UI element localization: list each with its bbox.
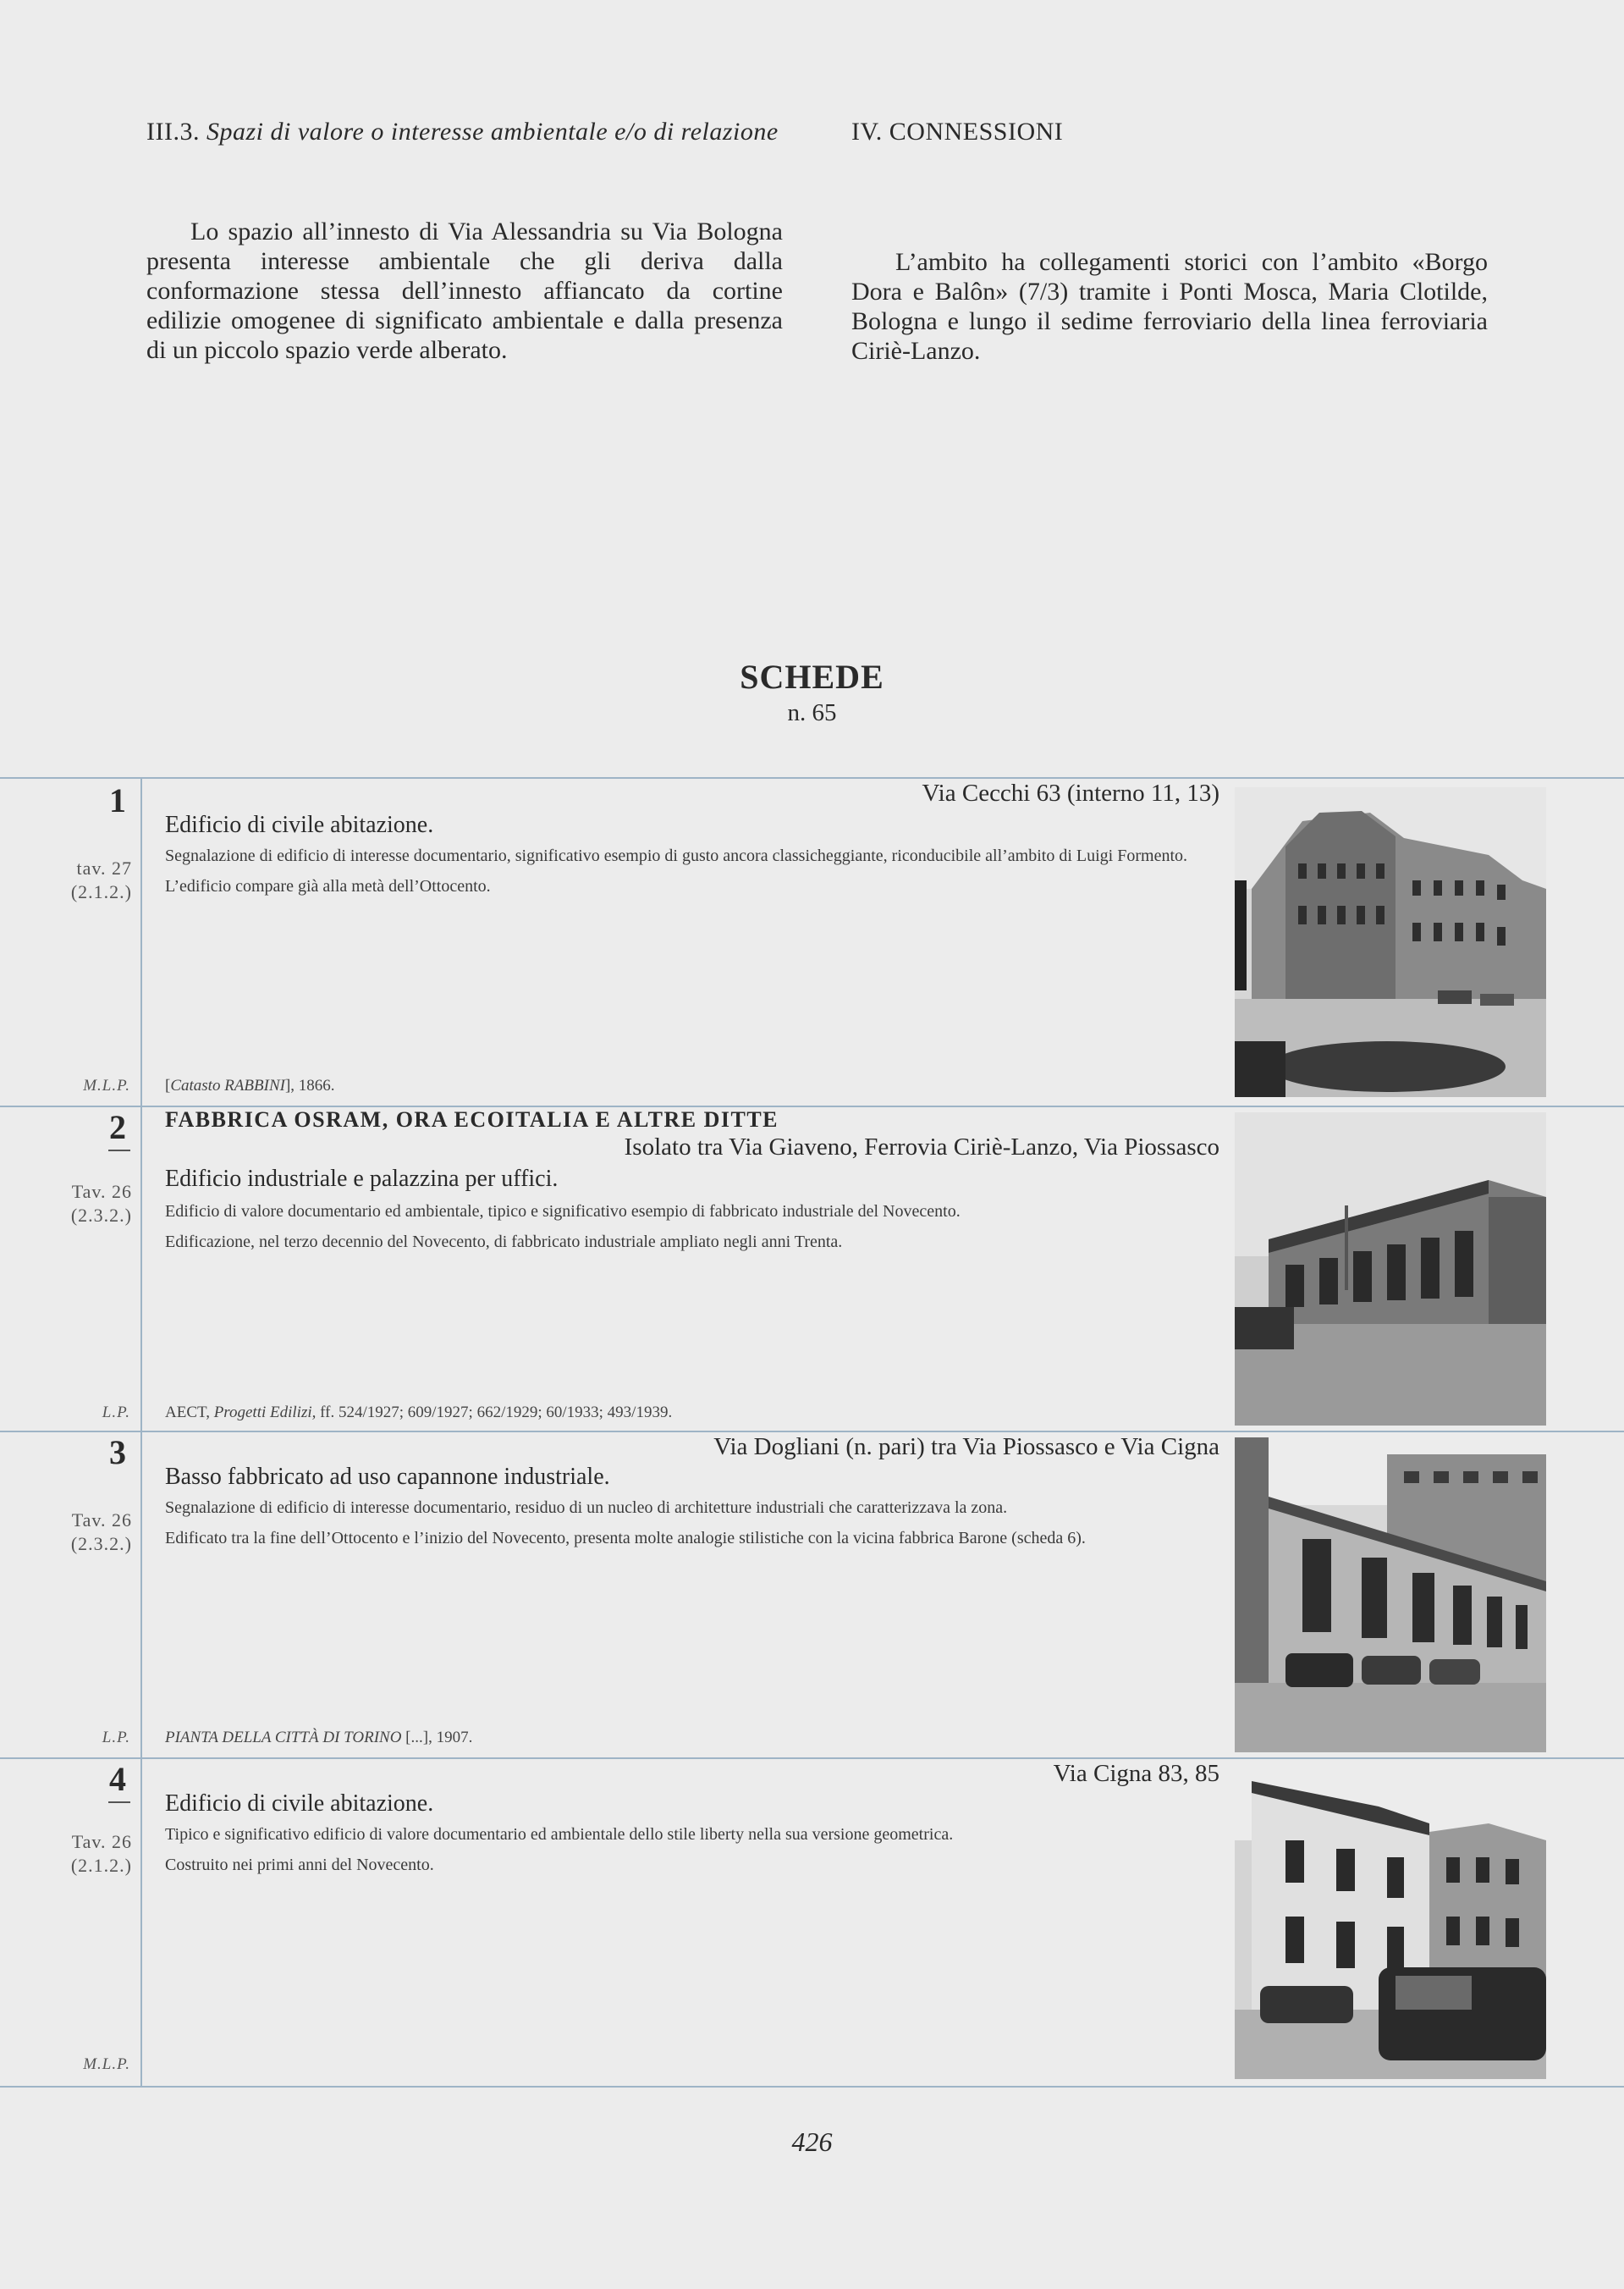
entry-description: [165, 1823, 1219, 1884]
entry-address: Isolato tra Via Giaveno, Ferrovia Ciriè-Lanzo, Via Piossasco: [624, 1133, 1219, 1161]
number-underline: [108, 1150, 130, 1151]
entry-type: Edificio di civile abitazione.: [165, 1790, 434, 1817]
section-number: III.3.: [146, 118, 200, 146]
entry-type: Basso fabbricato ad uso capannone industriale.: [165, 1464, 610, 1490]
tav-code: (2.1.2.): [70, 1855, 132, 1876]
source-text: [: [165, 1077, 171, 1095]
scheda-entry-4: [0, 1759, 1624, 2086]
section-spazi-di-valore: [146, 117, 783, 365]
tav-code: (2.3.2.): [70, 1205, 132, 1226]
entry-tav: [51, 1180, 132, 1227]
table-rule: [0, 2086, 1624, 2088]
entry-author: M.L.P.: [83, 2055, 130, 2073]
entry-author: M.L.P.: [83, 1077, 130, 1095]
source-text: ff. 524/1927; 609/1927; 662/1929; 60/1933; 493/1939.: [316, 1404, 673, 1421]
scheda-entry-2: [0, 1107, 1624, 1431]
entry-author: L.P.: [102, 1404, 130, 1421]
entry-number: 3: [109, 1433, 126, 1471]
entry-source: [165, 1729, 472, 1747]
entry-address: Via Cecchi 63 (interno 11, 13): [922, 780, 1219, 807]
page-number: 426: [791, 2126, 833, 2157]
entry-photo: [1235, 787, 1546, 1097]
entry-photo: [1235, 1437, 1546, 1752]
source-title: Catasto RABBINI: [170, 1077, 285, 1095]
warehouse-photo: [1235, 1437, 1546, 1752]
description-paragraph: Segnalazione di edificio di interesse documentario, residuo di un nucleo di architetture industriali che caratterizzava la zona.: [165, 1498, 1008, 1517]
scheda-entry-1: [0, 779, 1624, 1106]
entry-tav: [51, 857, 132, 904]
source-title: Progetti Edilizi,: [213, 1404, 317, 1421]
tav-label: Tav. 26: [71, 1509, 132, 1531]
entry-description: [165, 1200, 1219, 1261]
entry-photo: [1235, 1112, 1546, 1426]
entry-number: 1: [109, 781, 126, 819]
scheda-entry-3: [0, 1432, 1624, 1757]
entry-address: Via Cigna 83, 85: [1053, 1760, 1219, 1787]
entry-description: [165, 1497, 1219, 1558]
description-paragraph: Edificazione, nel terzo decennio del Novecento, di fabbricato industriale ampliato negli anni Trenta.: [165, 1233, 843, 1251]
section-connessioni: [851, 117, 1488, 366]
description-paragraph: Costruito nei primi anni del Novecento.: [165, 1856, 434, 1874]
schede-subtitle: n. 65: [787, 699, 837, 726]
source-title: PIANTA DELLA CITTÀ DI TORINO: [165, 1729, 402, 1746]
entry-address: Via Dogliani (n. pari) tra Via Piossasco e Via Cigna: [713, 1433, 1219, 1460]
entry-description: [165, 845, 1219, 906]
section-heading: IV. CONNESSIONI: [851, 118, 1064, 146]
source-text: [...], 1907.: [401, 1729, 473, 1746]
source-text: AECT,: [165, 1404, 214, 1421]
entry-type: Edificio industriale e palazzina per uffici.: [165, 1166, 559, 1192]
schede-title: SCHEDE: [740, 658, 884, 696]
entry-number: 2: [109, 1108, 126, 1146]
description-paragraph: L’edificio compare già alla metà dell’Ottocento.: [165, 877, 491, 896]
factory-photo: [1235, 1112, 1546, 1426]
entry-number: 4: [109, 1760, 126, 1798]
entry-tav: [51, 1509, 132, 1556]
tav-label: Tav. 26: [71, 1181, 132, 1202]
tav-label: tav. 27: [76, 858, 132, 879]
source-text: ], 1866.: [284, 1077, 335, 1095]
tav-code: (2.3.2.): [70, 1533, 132, 1554]
entry-photo: [1235, 1764, 1546, 2079]
section-title: Spazi di valore o interesse ambientale e/o di relazione: [206, 118, 779, 146]
building-photo: [1235, 787, 1546, 1097]
entry-author: L.P.: [102, 1729, 130, 1746]
entry-title: FABBRICA OSRAM, ORA ECOITALIA E ALTRE DITTE: [165, 1107, 779, 1132]
section-body: Lo spazio all’innesto di Via Alessandria su Via Bologna presenta interesse ambientale che gli deriva dalla conformazione stessa dell’innesto affiancato da cortine edilizie omogenee di significato ambientale e dalla presenza di un piccolo spazio verde alberato.: [146, 218, 783, 364]
entry-type: Edificio di civile abitazione.: [165, 812, 434, 838]
description-paragraph: Edificato tra la fine dell’Ottocento e l’inizio del Novecento, presenta molte analogie stilistiche con la vicina fabbrica Barone (scheda 6).: [165, 1529, 1086, 1547]
section-body: L’ambito ha collegamenti storici con l’ambito «Borgo Dora e Balôn» (7/3) tramite i Ponti Mosca, Maria Clotilde, Bologna e lungo il sedime ferroviario della linea ferroviaria Ciriè-Lanzo.: [851, 248, 1488, 365]
section-heading: [146, 117, 783, 147]
entry-tav: [51, 1830, 132, 1878]
tav-code: (2.1.2.): [70, 881, 132, 902]
tav-label: Tav. 26: [71, 1831, 132, 1852]
entry-source: [165, 1404, 672, 1422]
description-paragraph: Segnalazione di edificio di interesse documentario, significativo esempio di gusto ancora classicheggiante, riconducibile all’ambito di Luigi Formento.: [165, 847, 1187, 865]
entry-source: [165, 1077, 335, 1095]
liberty-building-photo: [1235, 1764, 1546, 2079]
number-underline: [108, 1801, 130, 1803]
description-paragraph: Tipico e significativo edificio di valore documentario ed ambientale dello stile liberty nella sua versione geometrica.: [165, 1825, 954, 1844]
description-paragraph: Edificio di valore documentario ed ambientale, tipico e significativo esempio di fabbricato industriale del Novecento.: [165, 1202, 961, 1221]
